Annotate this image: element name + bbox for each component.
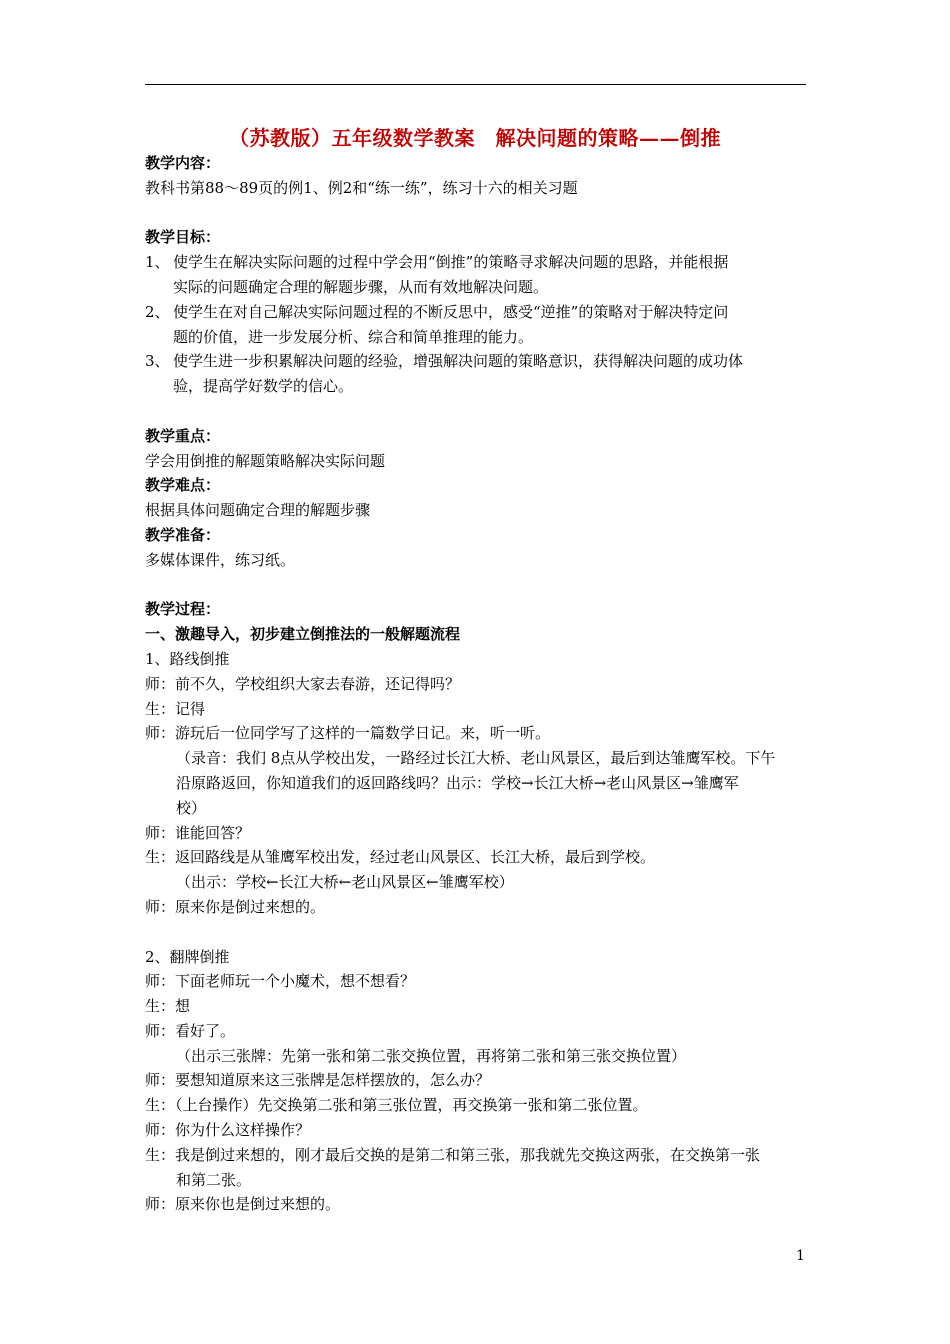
goal-number: 3、 [145, 352, 170, 371]
page-number: 1 [796, 1248, 805, 1264]
goals-heading: 教学目标： [145, 228, 221, 247]
route-dialogue [145, 672, 810, 920]
stage-direction-line: （出示三张牌：先第一张和第二张交换位置，再将第二张和第三张交换位置） [176, 1046, 687, 1065]
goal-item [145, 250, 810, 300]
document-body [145, 151, 810, 1217]
stage-direction-line: （出示：学校←长江大桥←老山风景区←雏鹰军校） [176, 873, 514, 892]
dialogue-line-part: 生：我是倒过来想的，刚才最后交换的是第二和第三张，那我就先交换这两张，在交换第一张 [145, 1145, 761, 1164]
stage-direction [145, 870, 810, 895]
document-title: （苏教版）五年级数学教案 解决问题的策略——倒推 [229, 126, 721, 150]
goal-line: 题的价值，进一步发展分析、综合和简单推理的能力。 [173, 327, 534, 346]
goal-item [145, 349, 810, 399]
dialogue-line: 师：原来你也是倒过来想的。 [145, 1195, 341, 1214]
dialogue-line-part: 和第二张。 [176, 1170, 252, 1189]
difficult-heading: 教学难点： [145, 476, 221, 495]
dialogue-line-wrapped [145, 1143, 810, 1193]
spacer [145, 201, 810, 226]
stage-direction-line: 沿原路返回，你知道我们的返回路线吗？出示：学校→长江大桥→老山风景区→雏鹰军 [176, 773, 739, 792]
goal-item [145, 300, 810, 350]
stage-direction-line: 校） [176, 798, 207, 817]
dialogue-line: 师：要想知道原来这三张牌是怎样摆放的，怎么办？ [145, 1071, 491, 1090]
goal-text [173, 349, 810, 399]
spacer [145, 573, 810, 598]
stage-direction [145, 1044, 810, 1069]
route-heading: 1、路线倒推 [145, 649, 230, 668]
prep-heading: 教学准备： [145, 525, 221, 544]
dialogue-line: 生：想 [145, 997, 191, 1016]
content-text: 教科书第88～89页的例1、例2和“练一练”，练习十六的相关习题 [145, 178, 578, 197]
dialogue-line: 师：谁能回答？ [145, 823, 251, 842]
goal-line: 使学生在对自己解决实际问题过程的不断反思中，感受“逆推”的策略对于解决特定问 [173, 302, 729, 321]
goal-line: 使学生进一步积累解决问题的经验，增强解决问题的策略意识，获得解决问题的成功体 [173, 352, 744, 371]
key-heading: 教学重点： [145, 426, 221, 445]
header-rule [145, 84, 806, 85]
spacer [145, 399, 810, 424]
spacer [145, 920, 810, 945]
dialogue-line: 生：返回路线是从雏鹰军校出发，经过老山风景区、长江大桥，最后到学校。 [145, 848, 656, 867]
dialogue-line: 生：记得 [145, 699, 206, 718]
dialogue-line: 师：游玩后一位同学写了这样的一篇数学日记。来，听一听。 [145, 724, 551, 743]
card-heading: 2、翻牌倒推 [145, 947, 230, 966]
stage-direction [145, 746, 810, 820]
difficult-text: 根据具体问题确定合理的解题步骤 [145, 501, 371, 520]
process-heading: 教学过程： [145, 600, 221, 619]
dialogue-line: 师：前不久，学校组织大家去春游，还记得吗？ [145, 674, 461, 693]
dialogue-line: 生：（上台操作）先交换第二张和第三张位置，再交换第一张和第二张位置。 [145, 1096, 648, 1115]
goal-number: 2、 [145, 302, 170, 321]
dialogue-line: 师：原来你是倒过来想的。 [145, 897, 326, 916]
dialogue-line: 师：看好了。 [145, 1021, 236, 1040]
goal-text [173, 250, 810, 300]
goal-line: 验，提高学好数学的信心。 [173, 377, 354, 396]
stage-direction-line: （录音：我们 8点从学校出发，一路经过长江大桥、老山风景区，最后到达雏鹰军校。下午 [176, 749, 776, 768]
goal-line: 实际的问题确定合理的解题步骤，从而有效地解决问题。 [173, 277, 549, 296]
card-dialogue [145, 969, 810, 1217]
prep-text: 多媒体课件，练习纸。 [145, 550, 296, 569]
goal-line: 使学生在解决实际问题的过程中学会用“倒推”的策略寻求解决问题的思路，并能根据 [173, 253, 729, 272]
part1-heading: 一、激趣导入，初步建立倒推法的一般解题流程 [145, 625, 461, 644]
dialogue-line: 师：你为什么这样操作？ [145, 1121, 311, 1140]
dialogue-line: 师：下面老师玩一个小魔术，想不想看？ [145, 972, 416, 991]
goal-number: 1、 [145, 253, 170, 272]
key-text: 学会用倒推的解题策略解决实际问题 [145, 451, 386, 470]
goals-list [145, 250, 810, 399]
content-heading: 教学内容： [145, 154, 221, 172]
goal-text [173, 300, 810, 350]
